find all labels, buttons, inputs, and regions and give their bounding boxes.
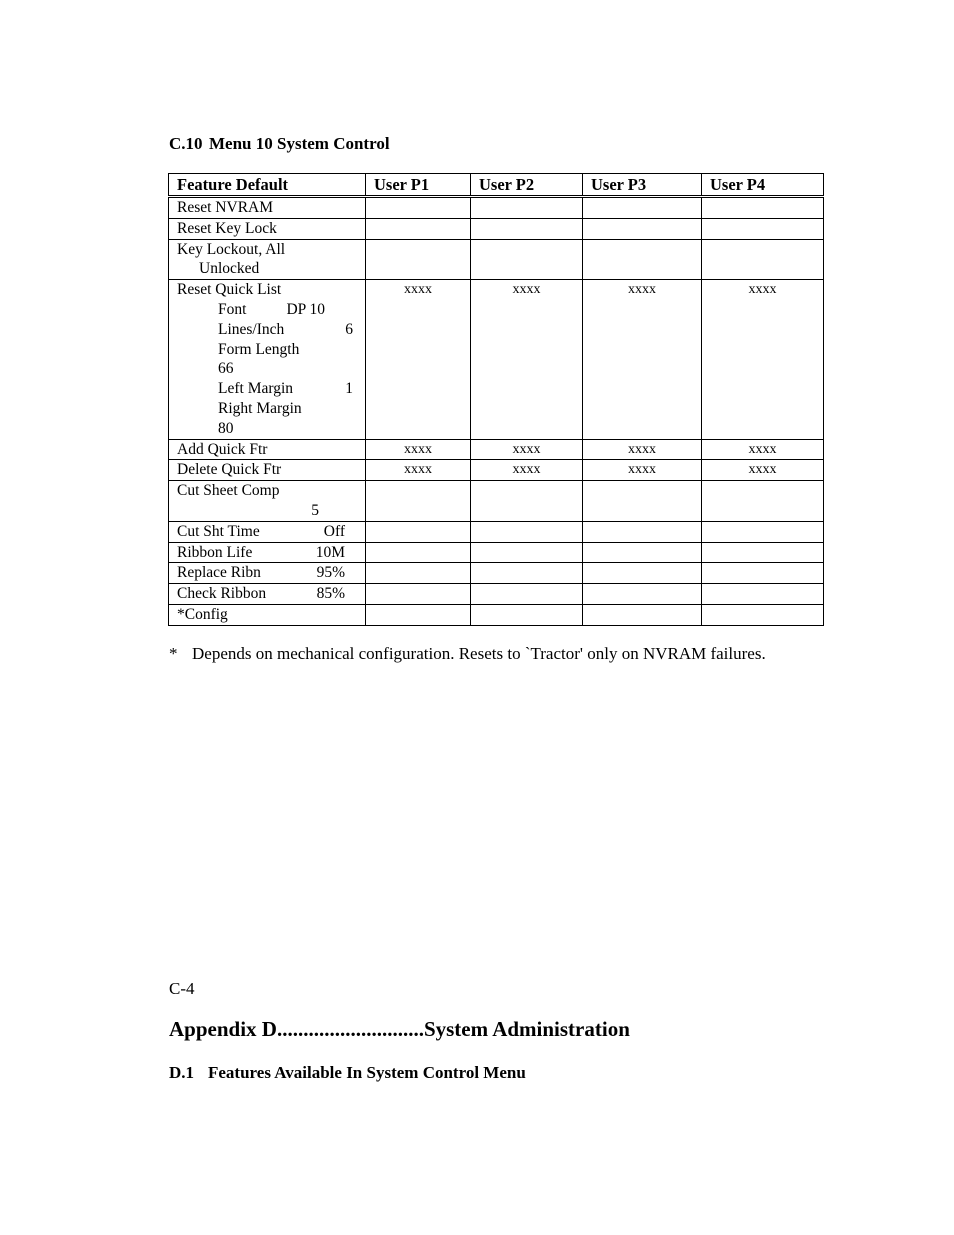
quick-list-detail [177,379,365,399]
footnote [169,644,766,664]
feature-default: 10M [315,543,345,561]
feature-cell [169,280,366,439]
table-row [169,239,824,280]
value-cell [471,197,583,219]
table-row [169,542,824,563]
value-cell: xxxx [366,460,471,481]
feature-name: Ribbon Life [177,543,253,561]
detail-value: DP 10 [286,300,326,318]
feature-name: Cut Sheet Comp [177,482,280,500]
value-cell [366,481,471,522]
detail-key: 80 [218,419,234,437]
feature-name: Cut Sht Time [177,522,260,540]
value-cell [702,481,824,522]
feature-cell [169,521,366,542]
table-row [169,521,824,542]
table-row [169,280,824,439]
table-row [169,481,824,522]
value-cell [471,563,583,584]
subsection-heading [169,1063,526,1083]
column-header: User P1 [366,174,471,197]
value-cell [702,218,824,239]
table-row [169,439,824,460]
system-control-table [168,173,824,626]
value-cell: xxxx [583,460,702,481]
column-header: User P4 [702,174,824,197]
value-cell [702,563,824,584]
feature-cell: Add Quick Ftr [169,439,366,460]
value-cell [583,521,702,542]
feature-cell: Delete Quick Ftr [169,460,366,481]
footnote-marker: * [169,644,178,663]
value-cell [471,481,583,522]
feature-cell [169,542,366,563]
detail-key: Right Margin [218,399,302,417]
feature-cell: *Config [169,604,366,625]
section-number: C.10 [169,134,203,153]
page-number: C-4 [169,979,195,998]
value-cell [583,563,702,584]
value-cell [366,197,471,219]
value-cell [702,584,824,605]
quick-list-detail [177,419,365,439]
value-cell [583,197,702,219]
value-cell [583,584,702,605]
subsection-number: D.1 [169,1063,195,1082]
value-cell [702,239,824,280]
value-cell [583,239,702,280]
feature-cell: Reset NVRAM [169,197,366,219]
value-cell [366,563,471,584]
value-cell [583,542,702,563]
value-cell [471,584,583,605]
detail-key: 66 [218,360,234,378]
value-cell [583,218,702,239]
table-row [169,604,824,625]
column-header: Feature Default [169,174,366,197]
feature-default: 85% [316,585,345,603]
value-cell: xxxx [583,280,702,439]
value-cell: xxxx [366,280,471,439]
feature-default: 5 [311,501,319,519]
appendix-title: Appendix D............................System Administration [169,1017,630,1041]
feature-name: Key Lockout, All [177,240,286,258]
value-cell [583,604,702,625]
feature-cell [169,239,366,280]
quick-list-detail [177,320,365,340]
feature-cell [169,481,366,522]
value-cell: xxxx [702,280,824,439]
feature-name: Check Ribbon [177,585,267,603]
section-title: Menu 10 System Control [209,134,390,153]
value-cell [366,604,471,625]
section-heading [169,134,390,154]
value-cell [366,542,471,563]
detail-key: Left Margin [218,380,294,398]
value-cell [471,604,583,625]
value-cell [471,239,583,280]
value-cell [366,218,471,239]
value-cell [471,218,583,239]
feature-cell [169,584,366,605]
table-row [169,218,824,239]
feature-cell: Reset Key Lock [169,218,366,239]
table-header-row [169,174,824,197]
value-cell [366,239,471,280]
feature-name: Reset Quick List [177,281,282,299]
table-row [169,197,824,219]
subsection-title: Features Available In System Control Menu [208,1063,526,1082]
feature-default: Off [323,522,345,540]
column-header: User P2 [471,174,583,197]
footnote-text: Depends on mechanical configuration. Resets to `Tractor' only on NVRAM failures. [192,644,766,663]
value-cell [471,521,583,542]
feature-name: Replace Ribn [177,564,261,582]
table-row [169,460,824,481]
quick-list-detail [177,340,365,360]
detail-key: Form Length [218,340,300,358]
feature-cell [169,563,366,584]
feature-default: 95% [316,564,345,582]
value-cell: xxxx [702,460,824,481]
value-cell: xxxx [583,439,702,460]
value-cell [702,521,824,542]
detail-key: Font [218,300,247,318]
value-cell [583,481,702,522]
value-cell [702,542,824,563]
value-cell [366,521,471,542]
value-cell [366,584,471,605]
feature-default: Unlocked [199,260,260,278]
detail-key: Lines/Inch [218,320,285,338]
value-cell [471,542,583,563]
value-cell: xxxx [366,439,471,460]
quick-list-detail [177,359,365,379]
column-header: User P3 [583,174,702,197]
quick-list-detail [177,399,365,419]
value-cell: xxxx [471,460,583,481]
table-row [169,584,824,605]
detail-value: 1 [345,380,353,398]
table-row [169,563,824,584]
value-cell: xxxx [702,439,824,460]
value-cell [702,197,824,219]
detail-value: 6 [345,320,353,338]
value-cell: xxxx [471,280,583,439]
value-cell [702,604,824,625]
quick-list-detail [177,300,365,320]
value-cell: xxxx [471,439,583,460]
